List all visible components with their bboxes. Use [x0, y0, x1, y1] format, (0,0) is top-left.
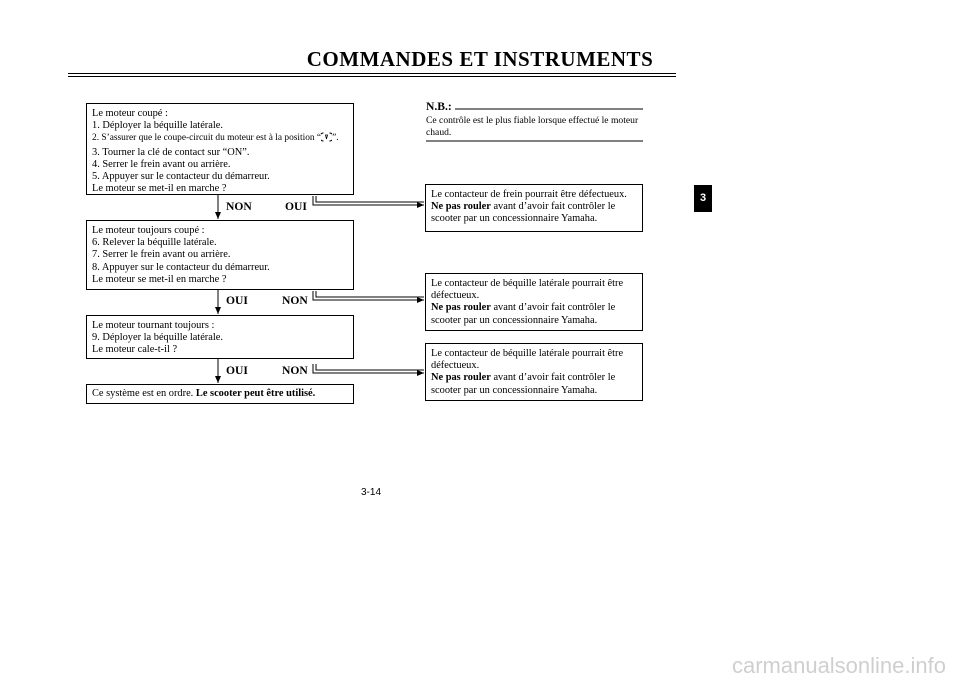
flow-final-box: [86, 384, 354, 404]
arrow-step2-side: [313, 291, 424, 300]
note-title: N.B.:: [426, 100, 452, 113]
step1-line: Le moteur se met-il en marche ?: [92, 183, 227, 195]
flow-result3-box: [425, 343, 643, 401]
result1-bold: Ne pas rouler: [431, 201, 491, 213]
step1-line: 3. Tourner la clé de contact sur “ON”.: [92, 146, 250, 158]
step2-down-label: OUI: [226, 294, 248, 307]
page-title: COMMANDES ET INSTRUMENTS: [306, 47, 654, 71]
result3-rest: avant d’avoir fait contrôler le: [490, 372, 616, 384]
step1-down-label: NON: [226, 200, 252, 213]
arrow-step2-side-inner: [316, 291, 424, 297]
step2-line: 6. Relever la béquille latérale.: [92, 237, 217, 249]
final-text: Ce système est en ordre.: [92, 388, 196, 399]
step3-line: Le moteur tournant toujours :: [92, 320, 215, 331]
result1-rest: avant d’avoir fait contrôler le: [490, 201, 616, 213]
step1-line-killswitch: [92, 132, 348, 146]
flow-step3-box: [86, 315, 354, 359]
step3-down-label: OUI: [226, 364, 248, 377]
result2-line-warning: [431, 302, 637, 314]
step1-line: 5. Appuyer sur le contacteur du démarreur.: [92, 171, 270, 183]
arrow-step3-side: [313, 364, 424, 373]
step2-side-label: NON: [282, 294, 308, 307]
step2-line: Le moteur toujours coupé :: [92, 225, 205, 236]
step3-line: 9. Déployer la béquille latérale.: [92, 332, 223, 344]
step1-line: 4. Serrer le frein avant ou arrière.: [92, 158, 231, 170]
step1-line: Le moteur coupé :: [92, 108, 168, 119]
engine-run-icon: [321, 132, 332, 146]
result3-line: scooter par un concessionnaire Yamaha.: [431, 384, 598, 396]
result1-line-warning: [431, 201, 637, 213]
flow-result1-box: [425, 184, 643, 232]
result1-line: Le contacteur de frein pourrait être défectueux.: [431, 189, 627, 200]
watermark: carmanualsonline.info: [731, 653, 946, 678]
result3-line: défectueux.: [431, 360, 480, 372]
result2-line: défectueux.: [431, 290, 480, 302]
step1-line: 1. Déployer la béquille latérale.: [92, 120, 223, 132]
step1-side-label: OUI: [285, 200, 307, 213]
arrow-step1-side: [313, 196, 424, 205]
step1-line-end: ”.: [332, 133, 339, 144]
arrow-step1-side-inner: [316, 196, 424, 202]
flow-step1-box: [86, 103, 354, 195]
step1-line-text: 2. S’assurer que le coupe-circuit du moteur est à la position “: [92, 133, 322, 144]
result2-bold: Ne pas rouler: [431, 302, 491, 314]
page-number: 3-14: [360, 487, 381, 498]
step3-line: Le moteur cale-t-il ?: [92, 344, 178, 356]
arrow-step3-side-inner: [316, 364, 424, 370]
step2-line: 8. Appuyer sur le contacteur du démarreur.: [92, 261, 270, 273]
step2-line: Le moteur se met-il en marche ?: [92, 273, 227, 285]
result3-line-warning: [431, 372, 637, 384]
final-bold-text: Le scooter peut être utilisé.: [195, 388, 316, 399]
chapter-tab: 3: [694, 185, 712, 212]
flow-step2-box: [86, 220, 354, 290]
result3-bold: Ne pas rouler: [431, 372, 491, 384]
result2-rest: avant d’avoir fait contrôler le: [490, 302, 616, 314]
result3-line: Le contacteur de béquille latérale pourrait être: [431, 348, 624, 359]
step3-side-label: NON: [282, 364, 308, 377]
note-text: Ce contrôle est le plus fiable lorsque effectué le moteur chaud.: [426, 115, 639, 138]
result2-line: scooter par un concessionnaire Yamaha.: [431, 314, 598, 326]
result2-line: Le contacteur de béquille latérale pourrait être: [431, 278, 624, 289]
step2-line: 7. Serrer le frein avant ou arrière.: [92, 249, 231, 261]
result1-line: scooter par un concessionnaire Yamaha.: [431, 213, 598, 225]
flow-result2-box: [425, 273, 643, 331]
